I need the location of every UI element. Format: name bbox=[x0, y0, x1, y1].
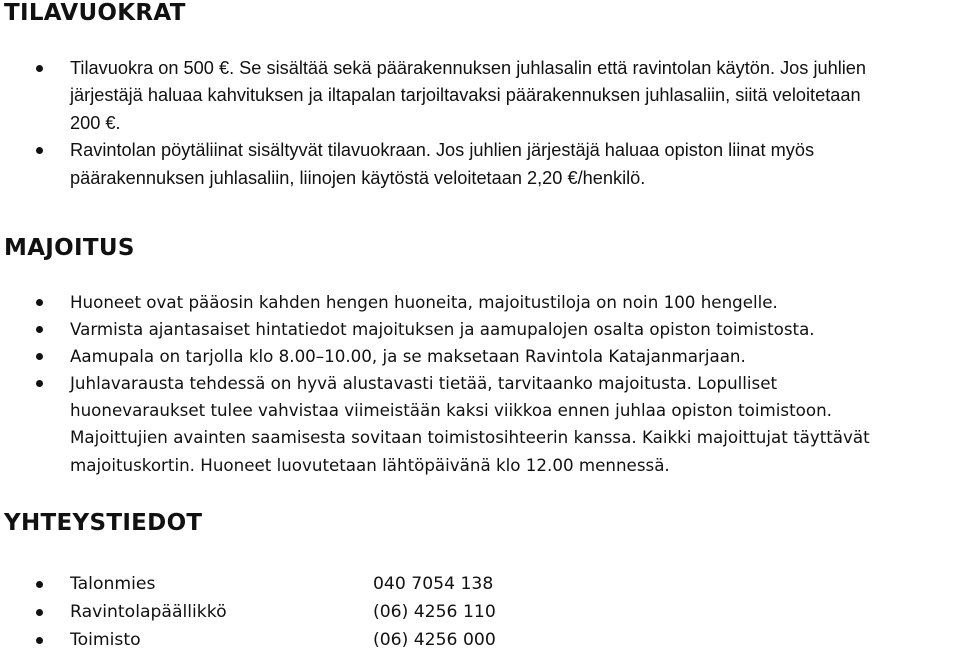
list-item bbox=[0, 289, 870, 316]
section-heading-majoitus: MAJOITUS bbox=[4, 235, 135, 261]
contact-name: Talonmies bbox=[70, 574, 156, 594]
bullet-icon bbox=[36, 609, 43, 616]
contact-row bbox=[0, 599, 496, 627]
list-item-line: päärakennuksen juhlasaliin, liinojen käytöstä veloitetaan 2,20 €/henkilö. bbox=[70, 167, 646, 188]
list-item-line: järjestäjä haluaa kahvituksen ja iltapalan tarjoiltavaksi päärakennuksen juhlasaliin, siitä veloitetaan bbox=[70, 85, 861, 106]
contact-row bbox=[0, 627, 496, 655]
list-item-line: huonevaraukset tulee vahvistaa viimeistään kaksi viikkoa ennen juhlaa opiston toimistoon. bbox=[70, 400, 832, 421]
bullet-icon bbox=[36, 637, 43, 644]
list-item-line: 200 €. bbox=[70, 112, 121, 133]
list-item bbox=[0, 137, 866, 192]
section-heading-tilavuokrat: TILAVUOKRAT bbox=[4, 0, 186, 26]
list-item-line: Ravintolan pöytäliinat sisältyvät tilavuokraan. Jos juhlien järjestäjä haluaa opiston liinat myös bbox=[70, 140, 815, 161]
list-item bbox=[0, 370, 870, 478]
bullet-icon bbox=[36, 581, 43, 588]
list-item-line: Juhlavarausta tehdessä on hyvä alustavasti tietää, tarvitaanko majoitusta. Lopulliset bbox=[70, 373, 778, 394]
majoitus-list bbox=[0, 289, 870, 479]
contact-name: Toimisto bbox=[70, 629, 141, 650]
list-item-line: majoituskortin. Huoneet luovutetaan lähtöpäivänä klo 12.00 mennessä. bbox=[70, 454, 670, 475]
bullet-icon bbox=[36, 353, 43, 360]
list-item bbox=[0, 316, 870, 343]
tilavuokrat-list bbox=[0, 55, 866, 192]
list-item-line: Aamupala on tarjolla klo 8.00–10.00, ja se maksetaan Ravintola Katajanmarjaan. bbox=[70, 346, 746, 367]
contact-phone: (06) 4256 110 bbox=[373, 601, 496, 622]
list-item-line: Varmista ajantasaiset hintatiedot majoituksen ja aamupalojen osalta opiston toimistosta. bbox=[70, 319, 815, 340]
bullet-icon bbox=[36, 326, 43, 333]
contact-phone: 040 7054 138 bbox=[373, 574, 494, 594]
contact-name: Ravintolapäällikkö bbox=[70, 601, 227, 622]
list-item bbox=[0, 55, 866, 137]
bullet-icon bbox=[36, 380, 43, 387]
bullet-icon bbox=[36, 65, 43, 72]
list-item bbox=[0, 343, 870, 370]
bullet-icon bbox=[36, 299, 43, 306]
list-item-line: Majoittujien avainten saamisesta sovitaan toimistosihteerin kanssa. Kaikki majoittujat täyttävät bbox=[70, 427, 870, 448]
section-heading-yhteystiedot: YHTEYSTIEDOT bbox=[4, 510, 203, 536]
list-item-line: Huoneet ovat pääosin kahden hengen huoneita, majoitustiloja on noin 100 hengelle. bbox=[70, 292, 778, 312]
yhteystiedot-list bbox=[0, 571, 496, 654]
bullet-icon bbox=[36, 147, 43, 154]
contact-phone: (06) 4256 000 bbox=[373, 629, 496, 650]
contact-row bbox=[0, 571, 496, 599]
list-item-line: Tilavuokra on 500 €. Se sisältää sekä päärakennuksen juhlasalin että ravintolan käytön. Jos juhlien bbox=[70, 58, 867, 78]
